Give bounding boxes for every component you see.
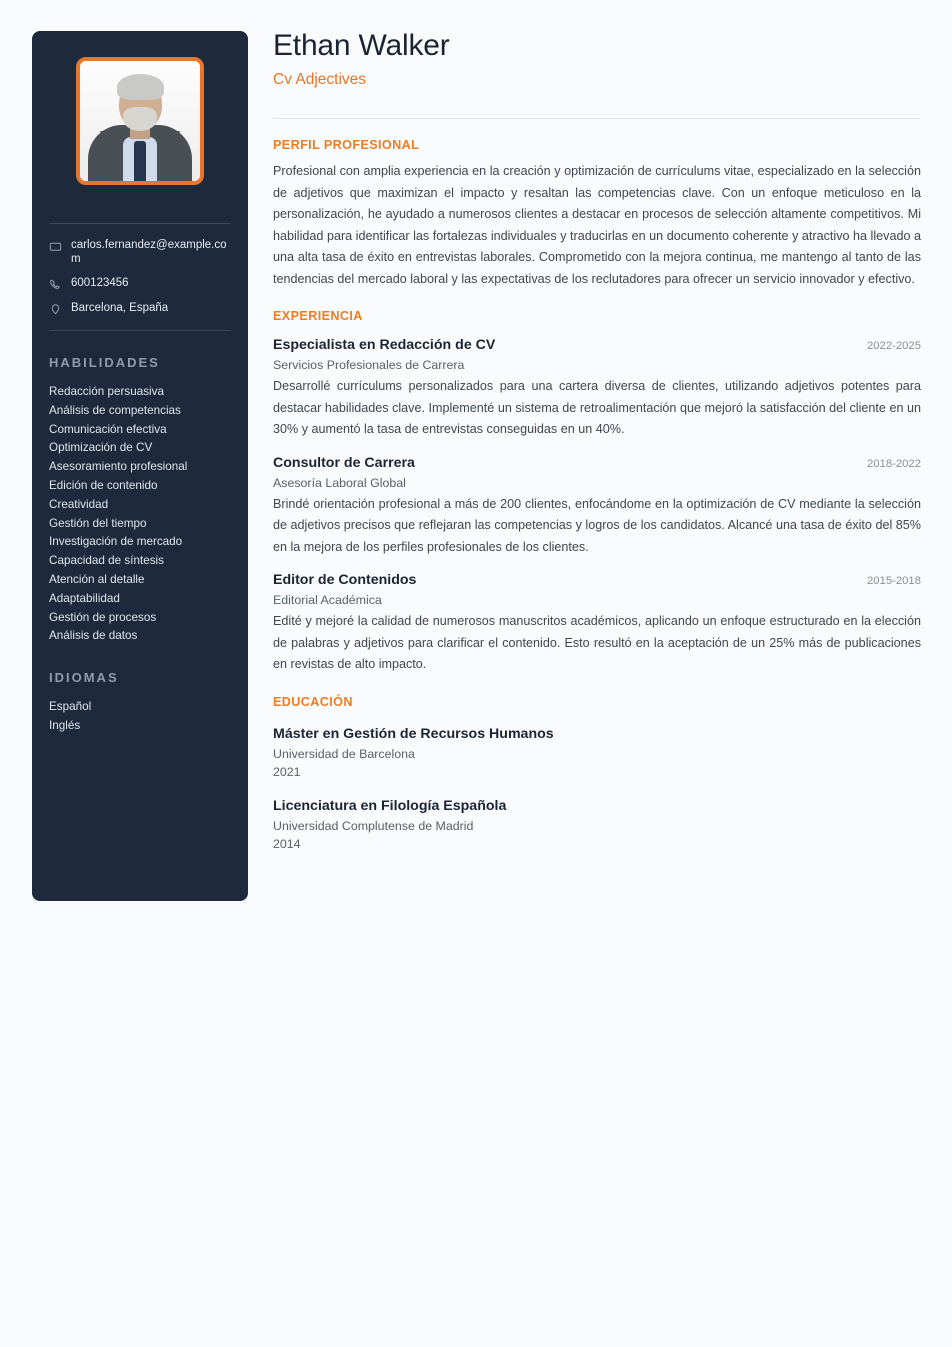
portrait-tie — [134, 141, 146, 181]
portrait-beard — [123, 107, 157, 131]
list-item: Optimización de CV — [49, 441, 153, 455]
education-school: Universidad Complutense de Madrid — [273, 818, 474, 833]
list-item: Asesoramiento profesional — [49, 460, 188, 474]
list-item: Redacción persuasiva — [49, 385, 164, 398]
experience-header — [273, 336, 921, 355]
contact-location-value: Barcelona, España — [71, 302, 169, 314]
contact-email-value: carlos.fernandez@example.com — [71, 239, 227, 265]
list-item: Análisis de datos — [49, 629, 138, 643]
list-item: Atención al detalle — [49, 572, 145, 586]
contact-list — [49, 224, 231, 316]
list-item: Inglés — [49, 718, 81, 732]
contact-phone-value: 600123456 — [71, 277, 129, 289]
phone-icon — [49, 276, 71, 291]
experience-role: Especialista en Redacción de CV — [273, 337, 496, 353]
section-profile — [273, 138, 921, 290]
list-item: Edición de contenido — [49, 478, 158, 492]
section-title-education: EDUCACIÓN — [273, 694, 353, 709]
education-degree: Máster en Gestión de Recursos Humanos — [273, 725, 554, 742]
portrait-hair — [117, 74, 164, 100]
section-title-experience: EXPERIENCIA — [273, 309, 363, 323]
experience-item — [273, 454, 921, 559]
list-item: Adaptabilidad — [49, 591, 120, 605]
section-education — [273, 695, 921, 853]
education-item — [273, 797, 921, 853]
education-item — [273, 725, 921, 781]
experience-item — [273, 571, 921, 676]
skills-list — [49, 383, 231, 646]
portrait-photo — [80, 61, 200, 181]
list-item: Gestión de procesos — [49, 610, 157, 624]
skills-heading: HABILIDADES — [49, 355, 160, 370]
experience-org: Asesoría Laboral Global — [273, 475, 406, 490]
envelope-icon — [49, 238, 71, 253]
avatar — [76, 57, 204, 185]
experience-role: Editor de Contenidos — [273, 572, 417, 588]
languages-list — [49, 698, 231, 736]
list-item: Gestión del tiempo — [49, 516, 147, 530]
list-item: Comunicación efectiva — [49, 422, 167, 436]
list-item: Análisis de competencias — [49, 403, 181, 417]
education-school: Universidad de Barcelona — [273, 746, 415, 761]
profile-text: Profesional con amplia experiencia en la creación y optimización de currículums vitae, especializado en la selección de adjetivos que maximizan el impacto y resaltan las competencias clave. Con un enfoque meticuloso en la personalización, he ayudado a numerosos clientes a destacar en procesos de selección altamente competitivos. Mi habilidad para identificar las fortalezas individuales y traducirlas en un documento coherente y atractivo ha llevado a una alta tasa de éxito en entrevistas laborales. Comprometido con la mejora continua, me mantengo al tanto de las tendencias del mercado laboral y las expectativas de los reclutadores para ofrecer un servicio innovador y efectivo. — [273, 164, 921, 286]
experience-org: Editorial Académica — [273, 593, 382, 607]
header-divider — [273, 118, 921, 119]
experience-item — [273, 336, 921, 441]
experience-dates: 2022-2025 — [866, 340, 921, 352]
contact-item-email[interactable] — [49, 238, 231, 266]
experience-role: Consultor de Carrera — [273, 454, 415, 471]
education-year: 2014 — [273, 836, 301, 851]
experience-header — [273, 454, 921, 473]
experience-dates: 2018-2022 — [866, 457, 921, 470]
sidebar-divider-bottom — [49, 330, 231, 331]
list-item: Capacidad de síntesis — [49, 554, 164, 568]
sidebar — [32, 31, 248, 901]
experience-description: Desarrollé currículums personalizados para una cartera diversa de clientes, utilizando adjetivos potentes para destacar habilidades clave. Implementé un sistema de retroalimentación que mejoró la satisfacción del cliente en un 30% y aumentó la tasa de entrevistas conseguidas en un 40%. — [273, 379, 921, 436]
contact-item-location[interactable] — [49, 301, 231, 316]
experience-dates: 2015-2018 — [866, 575, 921, 587]
section-experience — [273, 309, 921, 676]
list-item: Español — [49, 700, 92, 714]
experience-description: Edité y mejoré la calidad de numerosos manuscritos académicos, aplicando un enfoque estructurado en la elección de palabras y adjetivos para clarificar el contenido. Esto resultó en la aceptación de un 25% más de publicaciones en revistas de alto impacto. — [273, 614, 921, 671]
education-degree: Licenciatura en Filología Española — [273, 797, 507, 814]
languages-heading: IDIOMAS — [49, 670, 119, 686]
experience-description: Brindé orientación profesional a más de 200 clientes, enfocándome en la optimización de CV mediante la selección de adjetivos precisos que reflejaran las competencias y logros de los candidatos. Alcancé una tasa de éxito del 85% en la mejora de los perfiles profesionales de los clientes. — [273, 496, 921, 554]
page-title: Ethan Walker — [273, 29, 450, 62]
education-year: 2021 — [273, 764, 301, 779]
experience-org: Servicios Profesionales de Carrera — [273, 358, 465, 372]
list-item: Creatividad — [49, 497, 109, 511]
experience-header — [273, 571, 921, 590]
contact-item-phone[interactable] — [49, 276, 231, 291]
location-pin-icon — [49, 301, 71, 316]
list-item: Investigación de mercado — [49, 535, 183, 549]
main-content — [273, 28, 921, 853]
section-title-profile: PERFIL PROFESIONAL — [273, 138, 420, 152]
page-subtitle: Cv Adjectives — [273, 71, 367, 88]
